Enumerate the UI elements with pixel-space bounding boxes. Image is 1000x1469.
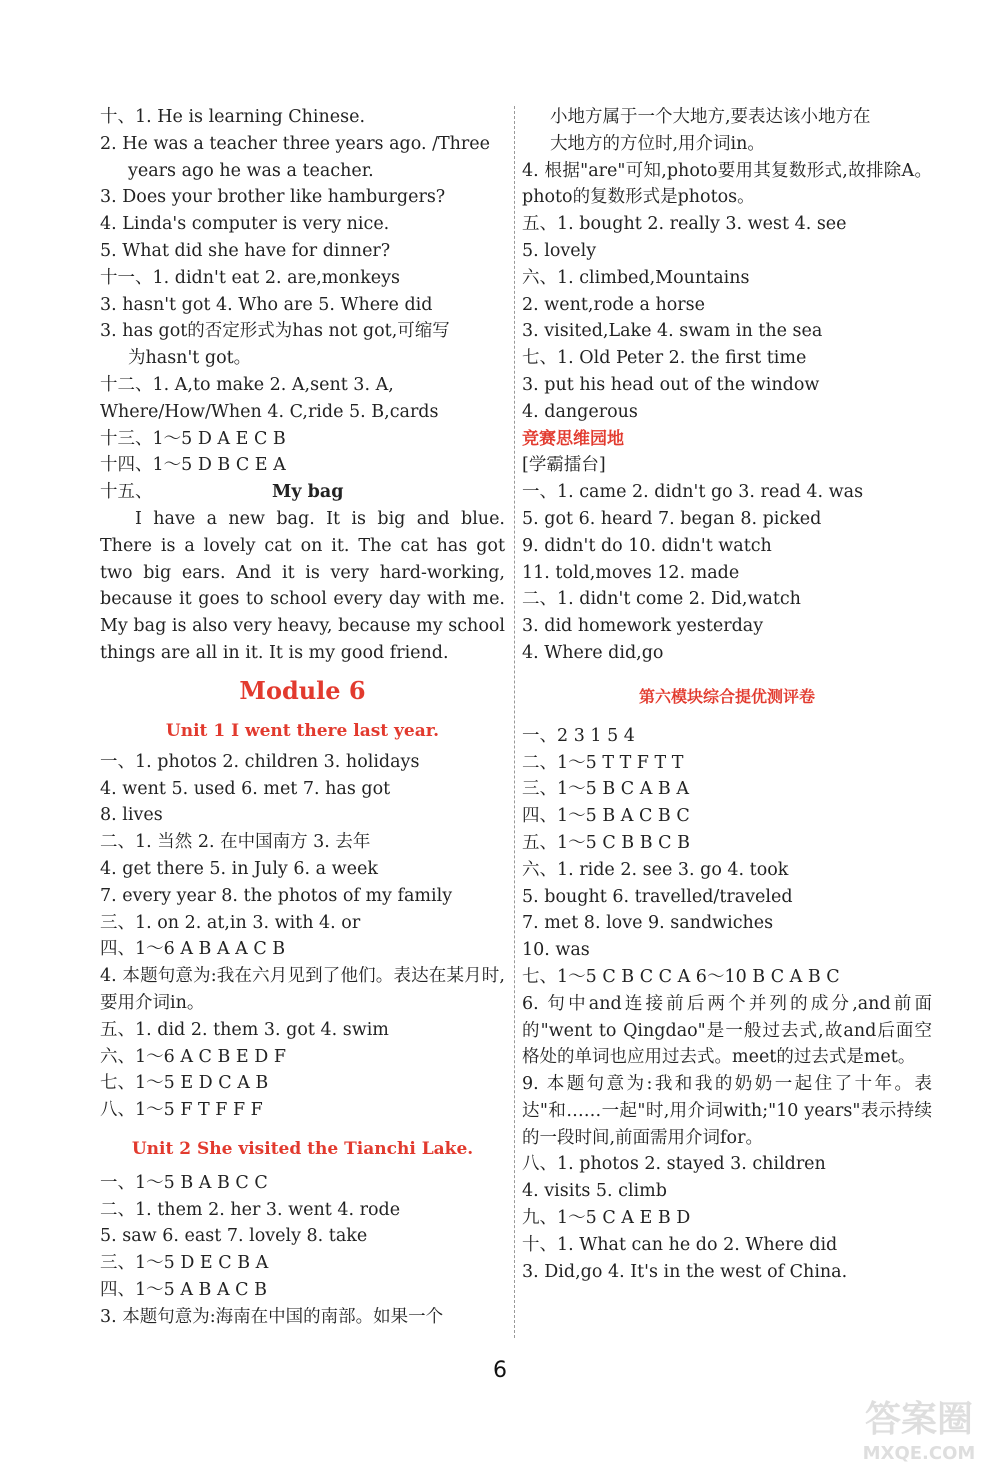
answer-line: 11. told,moves 12. made xyxy=(522,562,740,583)
bracket-label: [学霸擂台] xyxy=(522,455,606,476)
answer-line: 大地方的方位时,用介词in。 xyxy=(550,133,765,154)
answer-line: 3. put his head out of the window xyxy=(522,374,820,395)
answer-line: 二、1. them 2. her 3. went 4. rode xyxy=(100,1199,401,1220)
answer-line: 十二、1. A,to make 2. A,sent 3. A, xyxy=(100,374,394,395)
explanation-note: 4. 本题句意为:我在六月见到了他们。表达在某月时,要用介词in。 xyxy=(100,966,505,1013)
answer-line: 小地方属于一个大地方,要表达该小地方在 xyxy=(550,107,871,127)
answer-line: 5. lovely xyxy=(522,240,597,261)
answer-line: 4. Where did,go xyxy=(522,642,664,663)
answer-line: 5. bought 6. travelled/traveled xyxy=(522,886,793,907)
watermark-logo xyxy=(844,1387,994,1465)
unit-1-title: Unit 1 I went there last year. xyxy=(165,720,440,741)
answer-line: 八、1. photos 2. stayed 3. children xyxy=(522,1154,826,1175)
explanation-note: 6. 句中and连接前后两个并列的成分,and前面的"went to Qingdao"是一般过去式,故and后面空格处的单词也应用过去式。meet的过去式是met。 xyxy=(522,993,932,1068)
answer-line: 三、1. on 2. at,in 3. with 4. or xyxy=(100,912,361,933)
answer-line: 十、1. He is learning Chinese. xyxy=(100,107,366,127)
answer-line: 四、1～5 B A C B C xyxy=(522,806,690,827)
answer-line: 5. saw 6. east 7. lovely 8. take xyxy=(100,1226,368,1247)
answer-line: 七、1～5 E D C A B xyxy=(100,1073,269,1094)
answer-line: 七、1～5 C B C C A 6～10 B C A B C xyxy=(522,966,840,987)
page-number: 6 xyxy=(493,1358,507,1383)
answer-line: 5. got 6. heard 7. began 8. picked xyxy=(522,508,822,529)
test-heading: 第六模块综合提优测评卷 xyxy=(638,686,815,706)
answer-line: 4. visits 5. climb xyxy=(522,1181,667,1202)
answer-line: 4. Linda's computer is very nice. xyxy=(100,214,390,235)
answer-line: 八、1～5 F T F F F xyxy=(100,1100,263,1121)
answer-line: 4. get there 5. in July 6. a week xyxy=(100,858,378,879)
answer-line: 二、1～5 T T F T T xyxy=(522,752,684,773)
explanation-note: 9. 本题句意为:我和我的奶奶一起住了十年。表达"和……一起"时,用介词with;"10 years"表示持续的一段时间,前面需用介词for。 xyxy=(522,1074,932,1148)
answer-line: 3. Did,go 4. It's in the west of China. xyxy=(522,1261,848,1282)
answer-line: 十三、1～5 D A E C B xyxy=(100,428,286,449)
answer-line: 一、1～5 B A B C C xyxy=(100,1172,268,1193)
watermark-text: 答案圈 xyxy=(864,1399,974,1440)
answer-line: 十、1. What can he do 2. Where did xyxy=(522,1234,838,1255)
answer-line: 为hasn't got。 xyxy=(128,348,252,369)
module-title: Module 6 xyxy=(239,675,366,705)
essay-paragraph: I have a new bag. It is big and blue. There is a lovely cat on it. The cat has got two big ears. And it is very hard-working, because it goes to school every day with me. My bag is also very heavy, because my school things are all in it. It is my good friend. xyxy=(100,508,505,663)
section-15-header xyxy=(100,479,505,506)
answer-line: 二、1. didn't come 2. Did,watch xyxy=(522,589,801,610)
right-column xyxy=(522,104,932,1285)
answer-line: 一、1. photos 2. children 3. holidays xyxy=(100,751,420,772)
answer-line: 3. 本题句意为:海南在中国的南部。如果一个 xyxy=(100,1306,444,1327)
answer-line: 三、1～5 B C A B A xyxy=(522,779,689,800)
answer-line: 4. went 5. used 6. met 7. has got xyxy=(100,778,391,799)
answer-line: 五、1. bought 2. really 3. west 4. see xyxy=(522,214,847,235)
answer-line: 六、1. ride 2. see 3. go 4. took xyxy=(522,859,789,880)
answer-line: 9. didn't do 10. didn't watch xyxy=(522,535,772,556)
answer-line: 8. lives xyxy=(100,805,163,826)
answer-line: 2. went,rode a horse xyxy=(522,294,705,315)
answer-line: 10. was xyxy=(522,940,590,961)
answer-line: 2. He was a teacher three years ago. /Three xyxy=(100,133,491,154)
answer-line: 四、1～6 A B A A C B xyxy=(100,939,286,960)
answer-line: 3. has got的否定形式为has not got,可缩写 xyxy=(100,321,450,342)
unit-2-title: Unit 2 She visited the Tianchi Lake. xyxy=(131,1138,474,1159)
column-divider xyxy=(514,106,515,1338)
answer-line: 十四、1～5 D B C E A xyxy=(100,455,286,476)
answer-line: 六、1～6 A C B E D F xyxy=(100,1046,286,1067)
answer-line: 六、1. climbed,Mountains xyxy=(522,267,750,288)
answer-line: 九、1～5 C A E B D xyxy=(522,1208,691,1229)
explanation-note: 4. 根据"are"可知,photo要用其复数形式,故排除A。photo的复数形式是photos。 xyxy=(522,160,932,208)
answer-line: 四、1～5 A B A C B xyxy=(100,1280,267,1301)
answer-line: 7. every year 8. the photos of my family xyxy=(100,885,453,906)
answer-line: 一、2 3 1 5 4 xyxy=(522,725,635,746)
answer-line: 二、1. 当然 2. 在中国南方 3. 去年 xyxy=(100,832,371,853)
contest-heading: 竞赛思维园地 xyxy=(522,428,624,449)
answer-line: 3. did homework yesterday xyxy=(522,616,764,637)
section-15-label: 十五、 xyxy=(100,482,153,503)
answer-line: 7. met 8. love 9. sandwiches xyxy=(522,913,774,934)
answer-line: 5. What did she have for dinner? xyxy=(100,240,391,261)
answer-line: 五、1. did 2. them 3. got 4. swim xyxy=(100,1019,389,1040)
answer-line: 七、1. Old Peter 2. the first time xyxy=(522,348,807,369)
left-column xyxy=(100,104,505,1331)
answer-line: 一、1. came 2. didn't go 3. read 4. was xyxy=(522,482,864,503)
answer-line: Where/How/When 4. C,ride 5. B,cards xyxy=(100,401,439,422)
answer-line: 三、1～5 D E C B A xyxy=(100,1253,269,1274)
answer-line: 3. Does your brother like hamburgers? xyxy=(100,187,446,208)
answer-line: 3. visited,Lake 4. swam in the sea xyxy=(522,321,823,342)
answer-line: years ago he was a teacher. xyxy=(128,160,374,181)
essay-title: My bag xyxy=(272,482,344,503)
answer-line: 3. hasn't got 4. Who are 5. Where did xyxy=(100,294,433,315)
answer-line: 4. dangerous xyxy=(522,401,638,422)
watermark-url: MXQE.COM xyxy=(862,1443,976,1464)
answer-line: 五、1～5 C B B C B xyxy=(522,832,690,853)
answer-line: 十一、1. didn't eat 2. are,monkeys xyxy=(100,267,401,288)
